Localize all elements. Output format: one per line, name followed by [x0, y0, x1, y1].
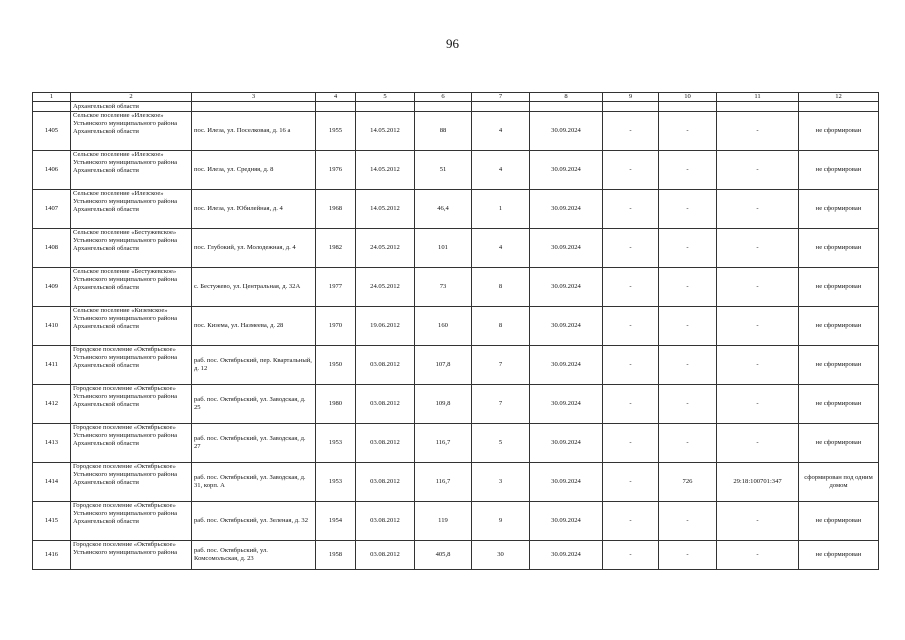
cell-col-5: 03.08.2012	[356, 385, 415, 424]
cell-col-1: 1405	[33, 112, 71, 151]
housing-registry-table	[32, 92, 879, 570]
cell-col-12	[799, 102, 879, 112]
table-row	[33, 424, 879, 463]
cell-col-9: -	[603, 229, 659, 268]
cell-col-11: -	[717, 385, 799, 424]
cell-col-12: 12	[799, 93, 879, 102]
cell-col-5: 14.05.2012	[356, 151, 415, 190]
cell-col-5: 24.05.2012	[356, 268, 415, 307]
table-row	[33, 502, 879, 541]
cell-col-10: -	[659, 229, 717, 268]
cell-col-2: Сельское поселение «Бестужевское» Устьянского муниципального района Архангельской области	[71, 268, 192, 307]
cell-col-10: -	[659, 424, 717, 463]
cell-col-7: 9	[472, 502, 530, 541]
cell-col-3: раб. пос. Октябрьский, ул. Заводская, д. 27	[192, 424, 316, 463]
cell-col-9	[603, 102, 659, 112]
cell-col-1: 1414	[33, 463, 71, 502]
cell-col-10: -	[659, 385, 717, 424]
cell-col-11: -	[717, 541, 799, 570]
table-row	[33, 346, 879, 385]
cell-col-8: 30.09.2024	[530, 424, 603, 463]
cell-col-4: 1976	[316, 151, 356, 190]
cell-col-6: 116,7	[415, 424, 472, 463]
cell-col-9: 9	[603, 93, 659, 102]
cell-col-10: -	[659, 346, 717, 385]
cell-col-4: 1953	[316, 463, 356, 502]
cell-col-11: -	[717, 307, 799, 346]
cell-col-4: 1982	[316, 229, 356, 268]
cell-col-12: сформирован под одним домом	[799, 463, 879, 502]
table-row	[33, 541, 879, 570]
cell-col-5: 14.05.2012	[356, 190, 415, 229]
cell-col-12: не сформирован	[799, 190, 879, 229]
cell-col-4: 1950	[316, 346, 356, 385]
cell-col-3: с. Бестужево, ул. Центральная, д. 32А	[192, 268, 316, 307]
cell-col-4: 1954	[316, 502, 356, 541]
cell-col-2: Сельское поселение «Илезское» Устьянского муниципального района Архангельской области	[71, 190, 192, 229]
cell-col-9: -	[603, 385, 659, 424]
cell-col-6: 101	[415, 229, 472, 268]
table-row	[33, 385, 879, 424]
table-row	[33, 307, 879, 346]
cell-col-3: пос. Илеза, ул. Средняя, д. 8	[192, 151, 316, 190]
cell-col-3: пос. Илеза, ул. Поселковая, д. 16 а	[192, 112, 316, 151]
cell-col-1: 1406	[33, 151, 71, 190]
cell-col-10: -	[659, 151, 717, 190]
cell-col-4: 4	[316, 93, 356, 102]
cell-col-7: 7	[472, 346, 530, 385]
cell-col-5: 19.06.2012	[356, 307, 415, 346]
cell-col-11: -	[717, 424, 799, 463]
cell-col-9: -	[603, 424, 659, 463]
cell-col-4	[316, 102, 356, 112]
cell-col-3	[192, 102, 316, 112]
cell-col-12: не сформирован	[799, 424, 879, 463]
cell-col-4: 1955	[316, 112, 356, 151]
cell-col-1: 1409	[33, 268, 71, 307]
cell-col-7: 8	[472, 268, 530, 307]
cell-col-2: Городское поселение «Октябрьское» Устьянского муниципального района	[71, 541, 192, 570]
cell-col-6: 73	[415, 268, 472, 307]
cell-col-2: Городское поселение «Октябрьское» Устьянского муниципального района Архангельской области	[71, 502, 192, 541]
cell-col-4: 1958	[316, 541, 356, 570]
cell-col-3: 3	[192, 93, 316, 102]
cell-col-6: 51	[415, 151, 472, 190]
cell-col-10: -	[659, 307, 717, 346]
cell-col-10: -	[659, 502, 717, 541]
table-row	[33, 463, 879, 502]
cell-col-6: 119	[415, 502, 472, 541]
cell-col-11: 11	[717, 93, 799, 102]
cell-col-2: Сельское поселение «Киземское» Устьянского муниципального района Архангельской области	[71, 307, 192, 346]
cell-col-11: -	[717, 190, 799, 229]
cell-col-10: -	[659, 541, 717, 570]
cell-col-2: Сельское поселение «Бестужевское» Устьянского муниципального района Архангельской области	[71, 229, 192, 268]
cell-col-6: 6	[415, 93, 472, 102]
cell-col-11: -	[717, 151, 799, 190]
cell-col-1: 1411	[33, 346, 71, 385]
cell-col-9: -	[603, 463, 659, 502]
cell-col-8: 30.09.2024	[530, 463, 603, 502]
table-row	[33, 190, 879, 229]
cell-col-11	[717, 102, 799, 112]
column-number-header-row	[33, 93, 879, 102]
cell-col-4: 1968	[316, 190, 356, 229]
cell-col-6: 88	[415, 112, 472, 151]
cell-col-3: раб. пос. Октябрьский, ул. Заводская, д. 31, корп. А	[192, 463, 316, 502]
cell-col-1: 1416	[33, 541, 71, 570]
cell-col-1: 1412	[33, 385, 71, 424]
cell-col-12: не сформирован	[799, 385, 879, 424]
cell-col-6: 109,8	[415, 385, 472, 424]
cell-col-4: 1977	[316, 268, 356, 307]
cell-col-1: 1407	[33, 190, 71, 229]
cell-col-9: -	[603, 502, 659, 541]
cell-col-11: -	[717, 346, 799, 385]
cell-col-5: 03.08.2012	[356, 502, 415, 541]
cell-col-4: 1970	[316, 307, 356, 346]
table-row	[33, 229, 879, 268]
cell-col-6: 405,8	[415, 541, 472, 570]
cell-col-8: 30.09.2024	[530, 307, 603, 346]
cell-col-7: 4	[472, 229, 530, 268]
cell-col-10: 10	[659, 93, 717, 102]
cell-col-8: 30.09.2024	[530, 229, 603, 268]
cell-col-5: 14.05.2012	[356, 112, 415, 151]
cell-col-8: 30.09.2024	[530, 346, 603, 385]
cell-col-1: 1413	[33, 424, 71, 463]
cell-col-6: 46,4	[415, 190, 472, 229]
cell-col-9: -	[603, 307, 659, 346]
page-number: 96	[446, 36, 459, 51]
cell-col-7: 4	[472, 112, 530, 151]
cell-col-8: 30.09.2024	[530, 502, 603, 541]
cell-col-3: раб. пос. Октябрьский, ул. Зеленая, д. 32	[192, 502, 316, 541]
cell-col-7: 30	[472, 541, 530, 570]
cell-col-5	[356, 102, 415, 112]
cell-col-3: раб. пос. Октябрьский, ул. Комсомольская, д. 23	[192, 541, 316, 570]
cell-col-12: не сформирован	[799, 307, 879, 346]
cell-col-6: 116,7	[415, 463, 472, 502]
cell-col-8: 30.09.2024	[530, 268, 603, 307]
cell-col-2: Городское поселение «Октябрьское» Устьянского муниципального района Архангельской области	[71, 346, 192, 385]
cell-col-3: пос. Илеза, ул. Юбилейная, д. 4	[192, 190, 316, 229]
cell-col-8: 30.09.2024	[530, 541, 603, 570]
cell-col-3: пос. Глубокий, ул. Молодежная, д. 4	[192, 229, 316, 268]
table-row	[33, 151, 879, 190]
cell-col-9: -	[603, 190, 659, 229]
cell-col-7: 7	[472, 93, 530, 102]
cell-col-9: -	[603, 268, 659, 307]
cell-col-8: 30.09.2024	[530, 151, 603, 190]
cell-col-9: -	[603, 151, 659, 190]
cell-col-6: 107,8	[415, 346, 472, 385]
cell-col-4: 1953	[316, 424, 356, 463]
cell-col-12: не сформирован	[799, 541, 879, 570]
cell-col-3: раб. пос. Октябрьский, пер. Квартальный, д. 12	[192, 346, 316, 385]
cell-col-1	[33, 102, 71, 112]
cell-col-5: 03.08.2012	[356, 463, 415, 502]
cell-col-7: 4	[472, 151, 530, 190]
cell-col-2: 2	[71, 93, 192, 102]
cell-col-7: 7	[472, 385, 530, 424]
cell-col-2: Городское поселение «Октябрьское» Устьянского муниципального района Архангельской области	[71, 385, 192, 424]
cell-col-12: не сформирован	[799, 268, 879, 307]
cell-col-1: 1	[33, 93, 71, 102]
cell-col-11: -	[717, 229, 799, 268]
cell-col-11: -	[717, 502, 799, 541]
cell-col-8: 30.09.2024	[530, 385, 603, 424]
cell-col-10: -	[659, 268, 717, 307]
cell-col-8	[530, 102, 603, 112]
cell-col-7: 3	[472, 463, 530, 502]
cell-col-5: 03.08.2012	[356, 346, 415, 385]
cell-col-5: 24.05.2012	[356, 229, 415, 268]
table-row	[33, 112, 879, 151]
cell-col-2: Сельское поселение «Илезское» Устьянского муниципального района Архангельской области	[71, 112, 192, 151]
cell-col-2: Архангельской области	[71, 102, 192, 112]
cell-col-10	[659, 102, 717, 112]
cell-col-8: 30.09.2024	[530, 190, 603, 229]
cell-col-5: 5	[356, 93, 415, 102]
cell-col-10: 726	[659, 463, 717, 502]
cell-col-7: 5	[472, 424, 530, 463]
cell-col-1: 1415	[33, 502, 71, 541]
cell-col-1: 1408	[33, 229, 71, 268]
cell-col-2: Сельское поселение «Илезское» Устьянского муниципального района Архангельской области	[71, 151, 192, 190]
cell-col-2: Городское поселение «Октябрьское» Устьянского муниципального района Архангельской области	[71, 424, 192, 463]
cell-col-6	[415, 102, 472, 112]
cell-col-12: не сформирован	[799, 502, 879, 541]
continuation-row	[33, 102, 879, 112]
cell-col-7: 1	[472, 190, 530, 229]
cell-col-4: 1980	[316, 385, 356, 424]
cell-col-12: не сформирован	[799, 229, 879, 268]
cell-col-1: 1410	[33, 307, 71, 346]
cell-col-5: 03.08.2012	[356, 424, 415, 463]
cell-col-6: 160	[415, 307, 472, 346]
cell-col-3: пос. Кизема, ул. Назмеева, д. 28	[192, 307, 316, 346]
cell-col-7	[472, 102, 530, 112]
cell-col-5: 03.08.2012	[356, 541, 415, 570]
cell-col-12: не сформирован	[799, 151, 879, 190]
cell-col-2: Городское поселение «Октябрьское» Устьянского муниципального района Архангельской области	[71, 463, 192, 502]
cell-col-11: -	[717, 268, 799, 307]
cell-col-9: -	[603, 541, 659, 570]
cell-col-11: 29:18:100701:347	[717, 463, 799, 502]
cell-col-11: -	[717, 112, 799, 151]
cell-col-12: не сформирован	[799, 112, 879, 151]
cell-col-8: 30.09.2024	[530, 112, 603, 151]
cell-col-10: -	[659, 190, 717, 229]
cell-col-12: не сформирован	[799, 346, 879, 385]
table-row	[33, 268, 879, 307]
cell-col-9: -	[603, 112, 659, 151]
cell-col-9: -	[603, 346, 659, 385]
cell-col-10: -	[659, 112, 717, 151]
cell-col-7: 8	[472, 307, 530, 346]
cell-col-8: 8	[530, 93, 603, 102]
cell-col-3: раб. пос. Октябрьский, ул. Заводская, д. 25	[192, 385, 316, 424]
